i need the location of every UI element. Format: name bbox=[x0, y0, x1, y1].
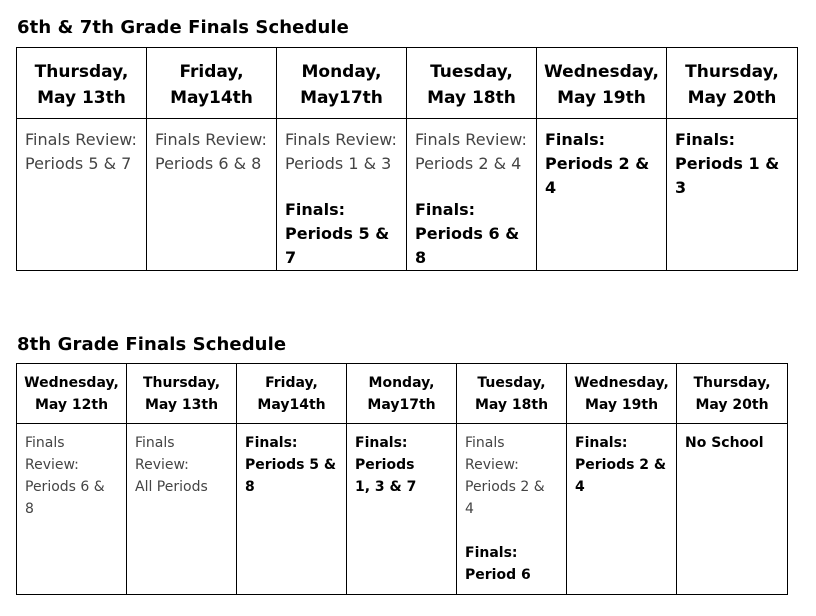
review-text: Periods 2 & bbox=[465, 479, 545, 495]
review-text: All Periods bbox=[135, 479, 208, 495]
day-content-cell bbox=[407, 119, 537, 271]
finals-text: Periods bbox=[355, 457, 415, 473]
review-text: Periods 6 & 8 bbox=[155, 154, 262, 173]
finals-text: Finals: bbox=[465, 545, 518, 561]
day-content-cell bbox=[537, 119, 667, 271]
day-header-cell bbox=[127, 364, 237, 424]
review-text: 4 bbox=[465, 501, 474, 517]
content-row bbox=[17, 424, 788, 595]
review-text: Periods 6 & bbox=[25, 479, 105, 495]
review-text: Review: bbox=[135, 457, 189, 473]
finals-table-8th bbox=[16, 363, 788, 595]
review-text: 8 bbox=[25, 501, 34, 517]
finals-text: Periods 1 & 3 bbox=[675, 154, 780, 197]
date-label: May 12th bbox=[34, 397, 109, 413]
day-content-cell bbox=[147, 119, 277, 271]
weekday-label: Thursday, bbox=[685, 62, 779, 82]
day-content-cell bbox=[17, 119, 147, 271]
finals-text: No School bbox=[685, 435, 764, 451]
review-text: Periods 5 & 7 bbox=[25, 154, 132, 173]
finals-text: Finals: bbox=[355, 435, 408, 451]
day-content-cell bbox=[277, 119, 407, 271]
finals-text: Period 6 bbox=[465, 567, 531, 583]
date-label: May14th bbox=[257, 397, 326, 413]
review-text: Periods 2 & 4 bbox=[415, 154, 522, 173]
day-content-cell bbox=[237, 424, 347, 595]
day-header-cell bbox=[277, 48, 407, 119]
finals-text: Finals: bbox=[245, 435, 298, 451]
date-label: May 20th bbox=[695, 397, 769, 413]
review-text: Finals Review: bbox=[155, 130, 267, 149]
review-text: Finals Review: bbox=[415, 130, 527, 149]
finals-text: Finals: bbox=[285, 200, 346, 219]
weekday-label: Tuesday, bbox=[430, 62, 513, 82]
day-header-cell bbox=[407, 48, 537, 119]
finals-table-6th-7th bbox=[16, 47, 798, 271]
finals-text: 1, 3 & 7 bbox=[355, 479, 417, 495]
schedule-title-8th: 8th Grade Finals Schedule bbox=[17, 334, 287, 355]
weekday-label: Tuesday, bbox=[477, 375, 546, 391]
finals-text: Periods 6 & 8 bbox=[415, 224, 520, 267]
date-label: May 18th bbox=[427, 88, 516, 108]
finals-text: Finals: bbox=[575, 435, 628, 451]
review-text: Finals Review: bbox=[25, 130, 137, 149]
weekday-label: Wednesday, bbox=[574, 375, 669, 391]
day-header-cell bbox=[237, 364, 347, 424]
review-text: Periods 1 & 3 bbox=[285, 154, 392, 173]
day-content-cell bbox=[17, 424, 127, 595]
weekday-label: Wednesday, bbox=[544, 62, 659, 82]
finals-text: Periods 5 & 7 bbox=[285, 224, 390, 267]
day-content-cell bbox=[347, 424, 457, 595]
date-label: May 19th bbox=[557, 88, 646, 108]
weekday-label: Friday, bbox=[265, 375, 318, 391]
review-text: Finals bbox=[135, 435, 175, 451]
day-header-cell bbox=[457, 364, 567, 424]
weekday-label: Monday, bbox=[301, 62, 382, 82]
date-label: May17th bbox=[367, 397, 436, 413]
day-header-cell bbox=[347, 364, 457, 424]
review-text: Review: bbox=[465, 457, 519, 473]
weekday-label: Monday, bbox=[368, 375, 435, 391]
day-content-cell bbox=[667, 119, 798, 271]
schedule-title-6th-7th: 6th & 7th Grade Finals Schedule bbox=[17, 17, 349, 38]
date-label: May 19th bbox=[584, 397, 659, 413]
day-header-cell bbox=[667, 48, 798, 119]
header-row bbox=[17, 364, 788, 424]
date-label: May 20th bbox=[687, 88, 777, 108]
weekday-label: Friday, bbox=[179, 62, 244, 82]
day-header-cell bbox=[17, 48, 147, 119]
date-label: May 13th bbox=[37, 88, 126, 108]
review-text: Finals bbox=[25, 435, 65, 451]
day-content-cell bbox=[127, 424, 237, 595]
day-header-cell bbox=[147, 48, 277, 119]
day-content-cell bbox=[457, 424, 567, 595]
weekday-label: Thursday, bbox=[693, 375, 771, 391]
review-text: Finals Review: bbox=[285, 130, 397, 149]
content-row bbox=[17, 119, 798, 271]
weekday-label: Thursday, bbox=[34, 62, 129, 82]
date-label: May17th bbox=[300, 88, 383, 108]
finals-text: Periods 5 & 8 bbox=[245, 457, 337, 495]
header-row bbox=[17, 48, 798, 119]
day-content-cell bbox=[677, 424, 788, 595]
finals-text: Periods 2 & 4 bbox=[545, 154, 650, 197]
date-label: May 13th bbox=[144, 397, 219, 413]
finals-text: Finals: bbox=[415, 200, 476, 219]
review-text: Review: bbox=[25, 457, 79, 473]
day-header-cell bbox=[677, 364, 788, 424]
day-header-cell bbox=[17, 364, 127, 424]
day-content-cell bbox=[567, 424, 677, 595]
finals-text: Finals: bbox=[545, 130, 606, 149]
day-header-cell bbox=[537, 48, 667, 119]
date-label: May14th bbox=[170, 88, 253, 108]
finals-text: Finals: bbox=[675, 130, 736, 149]
finals-text: Periods 2 & 4 bbox=[575, 457, 667, 495]
day-header-cell bbox=[567, 364, 677, 424]
weekday-label: Thursday, bbox=[142, 375, 221, 391]
weekday-label: Wednesday, bbox=[24, 375, 119, 391]
date-label: May 18th bbox=[474, 397, 549, 413]
review-text: Finals bbox=[465, 435, 505, 451]
